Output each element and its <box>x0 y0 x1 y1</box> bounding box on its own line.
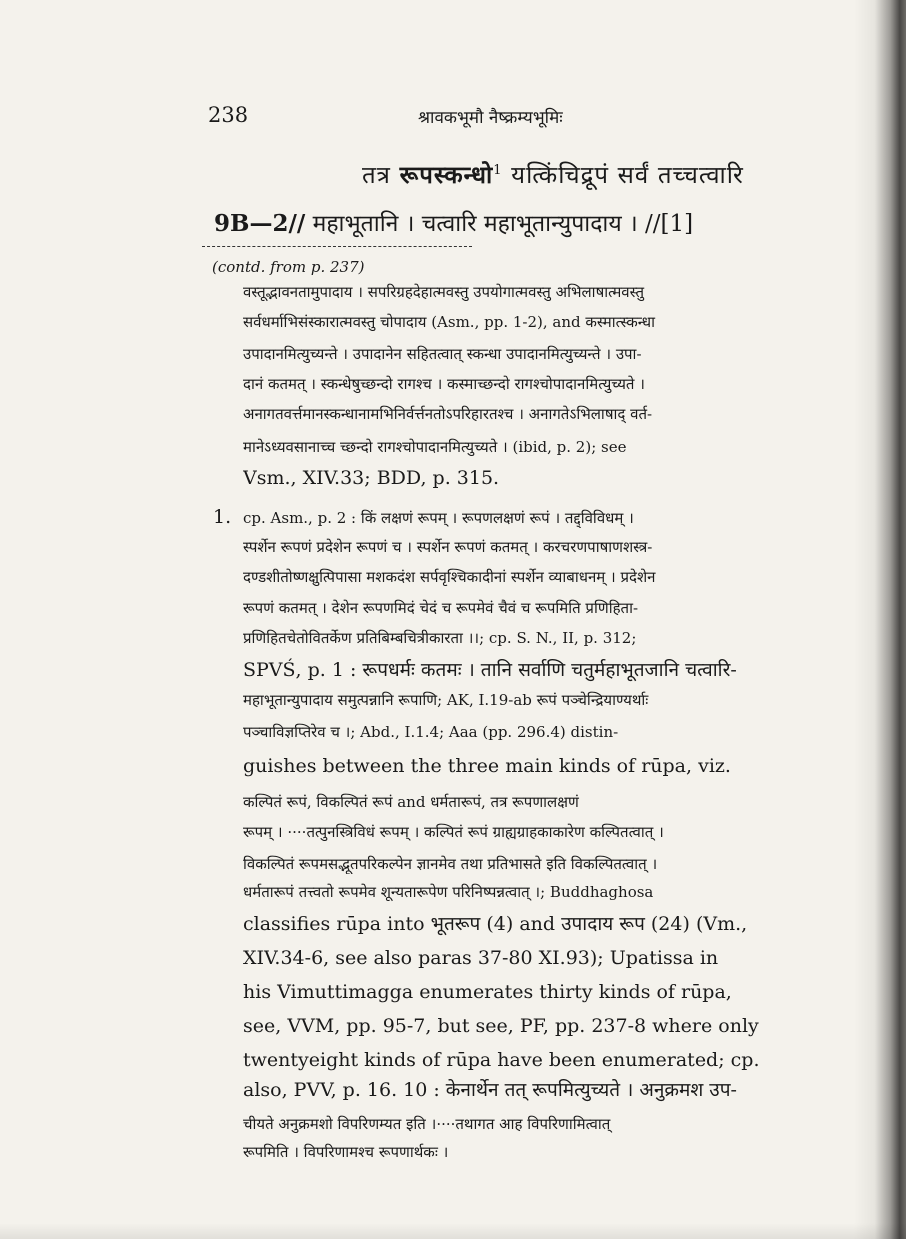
footnote-line: classifies rūpa into भूतरूप (4) and उपादाय रूप (24) (Vm., <box>243 913 748 935</box>
main-text-line-2 <box>214 206 693 238</box>
footnote-line: मानेऽध्यवसानाच्च च्छन्दो रागश्चोपादानमित्युच्यते । (ibid, p. 2); see <box>243 438 627 456</box>
footnote-divider <box>202 246 472 247</box>
footnote-line: महाभूतान्युपादाय समुत्पन्नानि रूपाणि; AK, I.19-ab रूपं पञ्चेन्द्रियाण्यर्थाः <box>243 691 649 709</box>
footnote-line: चीयते अनुक्रमशो विपरिणम्यत इति ।····तथागत आह विपरिणामित्वात् <box>243 1115 611 1133</box>
footnote-line: वस्तूद्भावनतामुपादाय । सपरिग्रहदेहात्मवस्तु उपयोगात्मवस्तु अभिलाषात्मवस्तु <box>243 283 645 301</box>
footnote-line: Vsm., XIV.33; BDD, p. 315. <box>243 467 500 489</box>
footnote-marker: 1 <box>493 163 503 178</box>
main-text-phrase: यत्किंचिद्रूपं सर्वं तच्चत्वारि <box>511 161 744 189</box>
footnote-line: दानं कतमत् । स्कन्धेषुच्छन्दो रागश्च । कस्माच्छन्दो रागश्चोपादानमित्युच्यते । <box>243 375 645 393</box>
running-head: श्रावकभूमौ नैष्क्रम्यभूमिः <box>418 108 563 128</box>
footnote-line: प्रणिहितचेतोवितर्केण प्रतिबिम्बचित्रीकारता ।।; cp. S. N., II, p. 312; <box>243 629 637 647</box>
page-bottom-shadow <box>0 1223 906 1239</box>
footnote-line: स्पर्शेन रूपणं प्रदेशेन रूपणं च । स्पर्शेन रूपणं कतमत् । करचरणपाषाणशस्त्र- <box>243 538 653 556</box>
footnote-line: सर्वधर्माभिसंस्कारात्मवस्तु चोपादाय (Asm., pp. 1-2), and कस्मात्स्कन्धा <box>243 313 656 331</box>
footnote-line: पञ्चाविज्ञप्तिरेव च ।; Abd., I.1.4; Aaa (pp. 296.4) distin- <box>243 723 619 741</box>
continued-note: (contd. from p. 237) <box>212 258 365 276</box>
main-text-line-1 <box>362 158 744 191</box>
main-text-word: तत्र <box>362 161 391 189</box>
footnote-line: रूपम् । ····तत्पुनस्त्रिविधं रूपम् । कल्पितं रूपं ग्राह्यग्राहकाकारेण कल्पितत्वात् । <box>243 823 664 841</box>
footnote-line: XIV.34-6, see also paras 37-80 XI.93); Upatissa in <box>243 947 719 969</box>
footnote-line: धर्मतारूपं तत्त्वतो रूपमेव शून्यतारूपेण परिनिष्पन्नत्वात् ।; Buddhaghosa <box>243 883 654 901</box>
main-text-phrase: महाभूतानि । चत्वारि महाभूतान्युपादाय । //[1] <box>312 211 694 237</box>
book-binding-shadow <box>854 0 906 1239</box>
footnote-line: उपादानमित्युच्यन्ते । उपादानेन सहितत्वात् स्कन्धा उपादानमित्युच्यन्ते । उपा- <box>243 345 642 363</box>
footnote-line: also, PVV, p. 16. 10 : केनार्थेन तत् रूपमित्युच्यते । अनुक्रमश उप- <box>243 1079 737 1101</box>
footnote-line: रूपमिति । विपरिणामश्च रूपणार्थकः । <box>243 1143 449 1161</box>
footnote-line: his Vimuttimagga enumerates thirty kinds of rūpa, <box>243 981 732 1003</box>
folio-reference: 9B—2// <box>214 210 306 237</box>
main-text-bold-term: रूपस्कन्धो <box>399 160 494 189</box>
footnote-line: विकल्पितं रूपमसद्भूतपरिकल्पेन ज्ञानमेव तथा प्रतिभासते इति विकल्पितत्वात् । <box>243 855 658 873</box>
footnote-line: रूपणं कतमत् । देशेन रूपणमिदं चेदं च रूपमेवं चैवं च रूपमिति प्रणिहिता- <box>243 599 639 617</box>
footnote-line: cp. Asm., p. 2 : किं लक्षणं रूपम् । रूपणलक्षणं रूपं । तद्द्विविधम् । <box>243 509 634 527</box>
footnote-line: twentyeight kinds of rūpa have been enumerated; cp. <box>243 1049 760 1071</box>
footnote-line: दण्डशीतोष्णक्षुत्पिपासा मशकदंश सर्पवृश्चिकादीनां स्पर्शेन व्याबाधनम् । प्रदेशेन <box>243 568 656 586</box>
footnote-line: अनागतवर्त्तमानस्कन्धानामभिनिर्वर्त्तनतोऽपरिहारतश्च । अनागतेऽभिलाषाद् वर्त- <box>243 405 653 423</box>
footnote-line: कल्पितं रूपं, विकल्पितं रूपं and धर्मतारूपं, तत्र रूपणालक्षणं <box>243 793 579 811</box>
footnote-line: guishes between the three main kinds of rūpa, viz. <box>243 755 731 777</box>
footnote-line: SPVŚ, p. 1 : रूपधर्मः कतमः । तानि सर्वाणि चतुर्महाभूतजानि चत्वारि- <box>243 659 737 681</box>
page-number: 238 <box>208 103 249 127</box>
footnote-line: see, VVM, pp. 95-7, but see, PF, pp. 237-8 where only <box>243 1015 759 1037</box>
footnote-number: 1. <box>213 506 232 528</box>
